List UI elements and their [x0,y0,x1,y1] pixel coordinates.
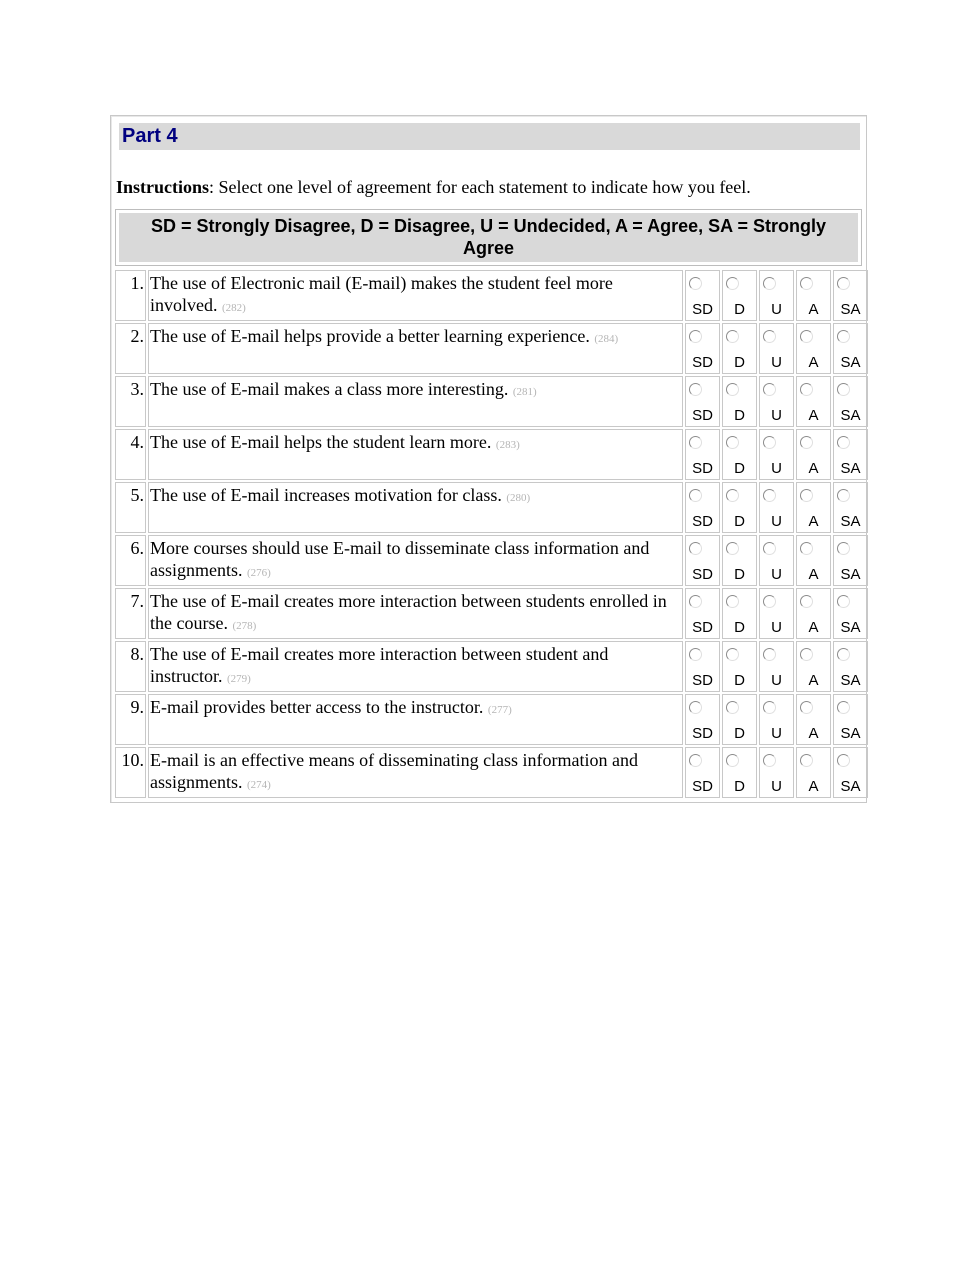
radio-sd[interactable] [689,701,702,714]
statement-text: The use of E-mail helps the student learn more. [150,432,492,452]
statement-row [115,535,868,586]
option-cell-a [796,747,831,798]
option-label: SD [692,513,713,530]
radio-u[interactable] [763,648,776,661]
option-label: A [808,778,819,795]
statement-cell [148,482,683,533]
option-label: D [734,301,745,318]
statement-row [115,482,868,533]
radio-d[interactable] [726,754,739,767]
option-label: SD [692,301,713,318]
radio-sa[interactable] [837,383,850,396]
option-label: U [771,301,782,318]
option-cell-u [759,323,794,374]
option-label: SA [840,513,861,530]
option-label: A [808,460,819,477]
statement-cell [148,535,683,586]
option-cell-d [722,641,757,692]
option-label: A [808,354,819,371]
option-cell-d [722,270,757,321]
statement-row [115,270,868,321]
option-label: A [808,672,819,689]
option-cell-d [722,482,757,533]
radio-a[interactable] [800,595,813,608]
option-cell-u [759,747,794,798]
statement-text: E-mail provides better access to the instructor. [150,697,484,717]
radio-a[interactable] [800,489,813,502]
option-cell-a [796,694,831,745]
radio-d[interactable] [726,383,739,396]
radio-sd[interactable] [689,542,702,555]
radio-u[interactable] [763,542,776,555]
option-label: SD [692,566,713,583]
statement-cell [148,747,683,798]
statement-cell [148,641,683,692]
option-cell-sa [833,482,868,533]
statement-row [115,323,868,374]
radio-sd[interactable] [689,277,702,290]
option-cell-sa [833,535,868,586]
statement-code: (283) [495,439,520,451]
option-label: SD [692,778,713,795]
statement-text: More courses should use E-mail to disseminate class information and assignments. [150,538,650,580]
statement-number: 1. [115,270,146,321]
radio-sd[interactable] [689,754,702,767]
option-cell-a [796,323,831,374]
radio-sa[interactable] [837,754,850,767]
radio-d[interactable] [726,595,739,608]
radio-a[interactable] [800,701,813,714]
radio-u[interactable] [763,701,776,714]
statement-table [113,268,870,800]
option-cell-d [722,535,757,586]
option-label: U [771,619,782,636]
option-label: U [771,513,782,530]
option-cell-a [796,641,831,692]
statement-text: The use of Electronic mail (E-mail) makes the student feel more involved. [150,273,613,315]
statement-cell [148,270,683,321]
option-cell-sa [833,323,868,374]
radio-a[interactable] [800,648,813,661]
option-cell-sd [685,747,720,798]
option-label: SD [692,672,713,689]
option-cell-sa [833,429,868,480]
statement-number: 3. [115,376,146,427]
option-label: U [771,725,782,742]
radio-u[interactable] [763,489,776,502]
instructions-label: Instructions [116,177,210,197]
legend-box [115,209,862,266]
statement-number: 2. [115,323,146,374]
option-cell-d [722,694,757,745]
radio-u[interactable] [763,754,776,767]
option-cell-sd [685,270,720,321]
statement-text: The use of E-mail creates more interaction between student and instructor. [150,644,609,686]
option-label: U [771,672,782,689]
radio-sa[interactable] [837,648,850,661]
radio-d[interactable] [726,330,739,343]
instructions [116,176,864,198]
statement-cell [148,588,683,639]
option-label: A [808,725,819,742]
option-cell-sd [685,694,720,745]
statement-text: The use of E-mail makes a class more interesting. [150,379,509,399]
statement-number: 9. [115,694,146,745]
option-cell-d [722,588,757,639]
option-label: U [771,407,782,424]
option-cell-a [796,482,831,533]
radio-sd[interactable] [689,383,702,396]
radio-a[interactable] [800,542,813,555]
option-label: SA [840,354,861,371]
statement-row [115,694,868,745]
option-label: SD [692,725,713,742]
statement-row [115,588,868,639]
option-label: SD [692,619,713,636]
radio-sa[interactable] [837,595,850,608]
option-cell-sd [685,376,720,427]
option-cell-sd [685,588,720,639]
scale-legend: SD = Strongly Disagree, D = Disagree, U = Undecided, A = Agree, SA = Strongly Agree [119,213,858,262]
option-label: D [734,513,745,530]
radio-a[interactable] [800,436,813,449]
radio-sd[interactable] [689,648,702,661]
option-label: D [734,725,745,742]
option-label: SA [840,460,861,477]
option-cell-sa [833,588,868,639]
radio-a[interactable] [800,383,813,396]
statement-cell [148,323,683,374]
option-cell-sa [833,641,868,692]
option-cell-u [759,535,794,586]
option-label: SA [840,619,861,636]
radio-d[interactable] [726,277,739,290]
statement-code: (274) [247,779,271,791]
option-label: SA [840,672,861,689]
radio-sa[interactable] [837,701,850,714]
option-label: D [734,566,745,583]
radio-sa[interactable] [837,489,850,502]
statement-code: (276) [247,567,271,579]
radio-u[interactable] [763,277,776,290]
option-cell-u [759,588,794,639]
option-label: U [771,354,782,371]
option-label: SA [840,566,861,583]
option-cell-a [796,535,831,586]
statement-text: The use of E-mail increases motivation for class. [150,485,502,505]
option-label: D [734,354,745,371]
option-label: SD [692,354,713,371]
statement-code: (279) [227,673,251,685]
statement-cell [148,429,683,480]
option-label: SA [840,301,861,318]
statement-number: 4. [115,429,146,480]
option-label: D [734,619,745,636]
radio-sd[interactable] [689,595,702,608]
radio-d[interactable] [726,648,739,661]
statement-row [115,641,868,692]
option-label: U [771,778,782,795]
option-label: A [808,301,819,318]
option-cell-u [759,376,794,427]
radio-sa[interactable] [837,542,850,555]
option-cell-d [722,323,757,374]
radio-d[interactable] [726,542,739,555]
survey-form [110,115,867,803]
option-cell-u [759,270,794,321]
option-cell-a [796,270,831,321]
statement-number: 6. [115,535,146,586]
instructions-text: : Select one level of agreement for each statement to indicate how you feel. [209,177,751,197]
statement-row [115,747,868,798]
option-label: U [771,460,782,477]
option-cell-u [759,429,794,480]
radio-d[interactable] [726,701,739,714]
option-cell-d [722,429,757,480]
option-label: A [808,513,819,530]
option-cell-sd [685,323,720,374]
statement-code: (278) [232,620,257,632]
statement-code: (284) [594,333,619,345]
option-cell-a [796,429,831,480]
option-cell-d [722,376,757,427]
option-cell-sd [685,482,720,533]
radio-sa[interactable] [837,330,850,343]
statement-row [115,376,868,427]
option-cell-sd [685,535,720,586]
option-cell-a [796,376,831,427]
option-cell-sa [833,376,868,427]
option-cell-a [796,588,831,639]
statement-cell [148,694,683,745]
part-title: Part 4 [119,123,860,150]
option-cell-u [759,694,794,745]
option-label: SA [840,778,861,795]
radio-a[interactable] [800,754,813,767]
radio-a[interactable] [800,277,813,290]
radio-sd[interactable] [689,436,702,449]
option-label: D [734,460,745,477]
statement-cell [148,376,683,427]
radio-u[interactable] [763,383,776,396]
statement-code: (277) [487,704,512,716]
radio-sd[interactable] [689,330,702,343]
radio-u[interactable] [763,436,776,449]
option-label: A [808,619,819,636]
statement-number: 7. [115,588,146,639]
option-label: SD [692,460,713,477]
option-cell-sd [685,641,720,692]
radio-sa[interactable] [837,436,850,449]
option-label: A [808,407,819,424]
statement-number: 5. [115,482,146,533]
radio-u[interactable] [763,595,776,608]
statement-number: 10. [115,747,146,798]
option-cell-u [759,641,794,692]
option-cell-d [722,747,757,798]
radio-u[interactable] [763,330,776,343]
option-cell-sa [833,694,868,745]
radio-sd[interactable] [689,489,702,502]
radio-d[interactable] [726,436,739,449]
statement-number: 8. [115,641,146,692]
option-cell-sd [685,429,720,480]
statement-text: The use of E-mail helps provide a better learning experience. [150,326,590,346]
statement-code: (281) [512,386,537,398]
radio-sa[interactable] [837,277,850,290]
option-label: A [808,566,819,583]
option-label: U [771,566,782,583]
option-label: SA [840,407,861,424]
option-label: D [734,407,745,424]
option-label: SA [840,725,861,742]
statement-row [115,429,868,480]
option-cell-sa [833,747,868,798]
statement-code: (282) [222,302,246,314]
statement-code: (280) [506,492,531,504]
statement-text: The use of E-mail creates more interaction between students enrolled in the course. [150,591,667,633]
radio-d[interactable] [726,489,739,502]
option-cell-sa [833,270,868,321]
option-label: SD [692,407,713,424]
option-cell-u [759,482,794,533]
option-label: D [734,778,745,795]
radio-a[interactable] [800,330,813,343]
statement-text: E-mail is an effective means of disseminating class information and assignments. [150,750,639,792]
option-label: D [734,672,745,689]
